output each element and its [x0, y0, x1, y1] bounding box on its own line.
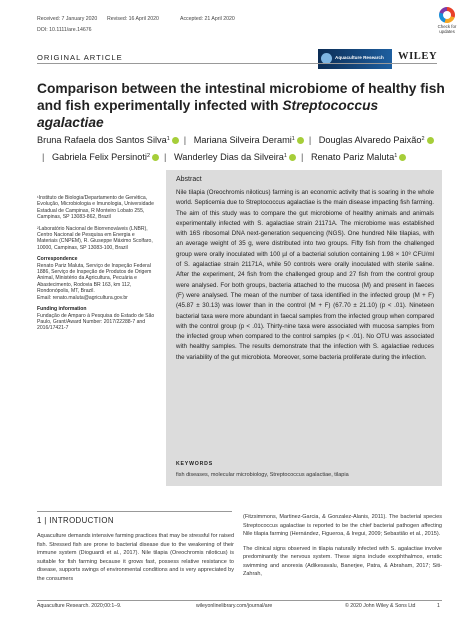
- author-list: Bruna Rafaela dos Santos Silva$^1$ | Mariana Silveira Derami$^1$ | Douglas Alvaredo Paixão$^2$| Gabriela Felix Persinoti$^2$ | Wanderley Dias da Silveira$^1$ | Renato Pariz Maluta$^1$: [37, 132, 437, 165]
- intro-paragraph: (Fitzsimmons, Martinez-Garcia, & Gonzalez-Alanis, 2011). The bacterial species Streptococcus agalactiae is reported to be the chief bacterial pathogen affecting Nile tilapia farming (Hernández, Figueroa, & Iregui, 2009; Sebastião et al., 2015).: [243, 514, 442, 537]
- intro-column-2: [243, 513, 442, 585]
- affiliations-sidebar: [37, 195, 155, 337]
- header-divider: [37, 63, 437, 64]
- footer-copyright: © 2020 John Wiley & Sons Ltd: [345, 603, 416, 609]
- abstract-text: Nile tilapia (Oreochromis niloticus) farming is an economic activity that is soaring in the whole world. Septicemia due to Streptococcus agalactiae is the main disease impacting fish farming. The aim of this study was to compare the gut microbiome of healthy animals and animals experimentally infected with S. agalactiae strain 21171A. The microbiome was established with 16S ribosomal DNA next-generation sequencing (NGS). One hundred Nile tilapias, with an average weight of 35 g, were distributed into two groups. Fifty fish from the challenged group were orally inoculated with 100 µl of a bacterial solution containing 1.98 × 10⁸ CFU/ml of S. agalactiae strain 21171A, while 50 controls were orally inoculated with sterile saline. After the experiment, 24 fish from the challenged group and 27 fish from the control group were analysed. For both groups, bacteria attached to the mucosa (M) and present in faeces (F) were analysed. The mean of the number of taxa identified in the infected group (M + F) (45.87 ± 30.13) was lower than in the control (M + F) (67.70 ± 21.10) (p < .01). Nineteen bacterial taxa were more abundant in faecal samples from the infected group when compared with the control group (p < .01). Thirty-nine taxa were associated with mucosa samples from the infected group when compared to the control samples (p < .01). No OTU was associated with healthy samples. The results demonstrate that the infection with S. agalactiae reduces the variability of the gut microbiota. Moreover, some bacteria proliferate during the infection.: [176, 189, 434, 361]
- keywords-list: fish diseases, molecular microbiology, Streptococcus agalactiae, tilapia: [176, 472, 349, 478]
- introduction-heading: 1 | INTRODUCTION: [37, 516, 114, 525]
- author-affiliation: 1: [283, 152, 287, 159]
- author-name: Bruna Rafaela dos Santos Silva: [37, 135, 167, 145]
- affiliation-2: ²Laboratório Nacional de Biorrenováveis (LNBR), Centro Nacional de Pesquisa em Energia e Materiais (CNPEM), R. Giuseppe Máximo Scolfaro, 10000, Campinas, SP 13083-100, Brazil: [37, 225, 153, 251]
- orcid-icon[interactable]: [427, 137, 434, 144]
- footer-divider: [37, 600, 442, 601]
- accepted-date: Accepted: 21 April 2020: [180, 16, 235, 22]
- section-divider: [37, 511, 232, 512]
- check-updates-icon: [439, 7, 455, 23]
- title-species: Streptococcus agalactiae: [37, 98, 379, 130]
- received-date: Received: 7 January 2020: [37, 16, 98, 22]
- keywords-heading: KEYWORDS: [176, 461, 213, 467]
- author-name: Douglas Alvaredo Paixão: [318, 135, 422, 145]
- check-updates-line1: Check for: [437, 24, 457, 29]
- author-affiliation: 2: [146, 152, 150, 159]
- orcid-icon[interactable]: [172, 137, 179, 144]
- correspondence-heading: Correspondence: [37, 256, 78, 263]
- doi-link[interactable]: DOI: 10.1111/are.14676: [37, 27, 92, 33]
- correspondence-text: Renato Pariz Maluta, Serviço de Inspeção Federal 1886, Serviço de Inspeção de Produtos de Origem Animal, Ministério da Agricultura, Pecuária e Abastecimento, Rodovia BR 163, km 112, Rondonópolis, MT, Brazil.: [37, 262, 152, 295]
- orcid-icon[interactable]: [399, 154, 406, 161]
- intro-column-1: Aquaculture demands intensive farming practices that may be stressful for raised fish. Stressed fish are prone to bacterial disease due to the weakening of their immune system (Dioguardi et al., 2017). Nile tilapia (Oreochromis niloticus) is suitable for fish farming because it grows fast, possess relative resistance to disease, supports swings of environmental conditions and is very appreciated by the consumers: [37, 533, 234, 582]
- author-affiliation: 1: [394, 152, 398, 159]
- check-for-updates-badge[interactable]: [428, 6, 466, 36]
- author-name: Mariana Silveira Derami: [193, 135, 292, 145]
- footer-citation: Aquaculture Research. 2020;00:1–9.: [37, 603, 122, 609]
- author-affiliation: 2: [421, 136, 425, 142]
- paper-title: Comparison between the intestinal microbiome of healthy fish and fish experimentally infected with Streptococcus agalactiae: [37, 81, 445, 130]
- journal-name: Aquaculture Research: [335, 55, 384, 60]
- correspondence-email[interactable]: Email: renato.maluta@agricultura.gov.br: [37, 294, 128, 301]
- footer-journal-url[interactable]: wileyonlinelibrary.com/journal/are: [196, 603, 273, 609]
- abstract-heading: Abstract: [176, 176, 202, 183]
- author-name: Renato Pariz Maluta: [310, 151, 395, 162]
- funding-text: Fundação de Amparo à Pesquisa do Estado de São Paulo, Grant/Award Number: 2017/22288-7 and 2016/17421-7: [37, 312, 155, 332]
- orcid-icon[interactable]: [152, 154, 159, 161]
- author-name: Gabriela Felix Persinoti: [51, 151, 147, 162]
- author-affiliation: 1: [291, 136, 295, 142]
- article-type: ORIGINAL ARTICLE: [37, 53, 123, 62]
- publisher-logo: WILEY: [398, 51, 438, 62]
- intro-paragraph: The clinical signs observed in tilapia naturally infected with S. agalactiae involve predominantly the nervous system. These signs include exophthalmos, erratic swimming and anorexia (Adikesavalu, Banerjee, Patra, & Abraham, 2017; Siti-Zahrah,: [243, 545, 442, 577]
- funding-heading: Funding information: [37, 306, 87, 313]
- orcid-icon[interactable]: [297, 137, 304, 144]
- abstract-box: [166, 170, 442, 486]
- author-name: Wanderley Dias da Silveira: [173, 151, 284, 162]
- orcid-icon[interactable]: [289, 154, 296, 161]
- revised-date: Revised: 16 April 2020: [107, 16, 159, 22]
- journal-banner: [318, 49, 392, 69]
- page-number: 1: [437, 603, 440, 609]
- affiliation-1: ¹Instituto de Biologia/Departamento de Genética, Evolução, Microbiologia e Imunologia, Universidade Estadual de Campinas, R Monteiro Lobato 255, Campinas, SP 13083-862, Brazil: [37, 195, 154, 221]
- check-updates-line2: updates: [439, 29, 455, 35]
- author-affiliation: 1: [166, 136, 170, 142]
